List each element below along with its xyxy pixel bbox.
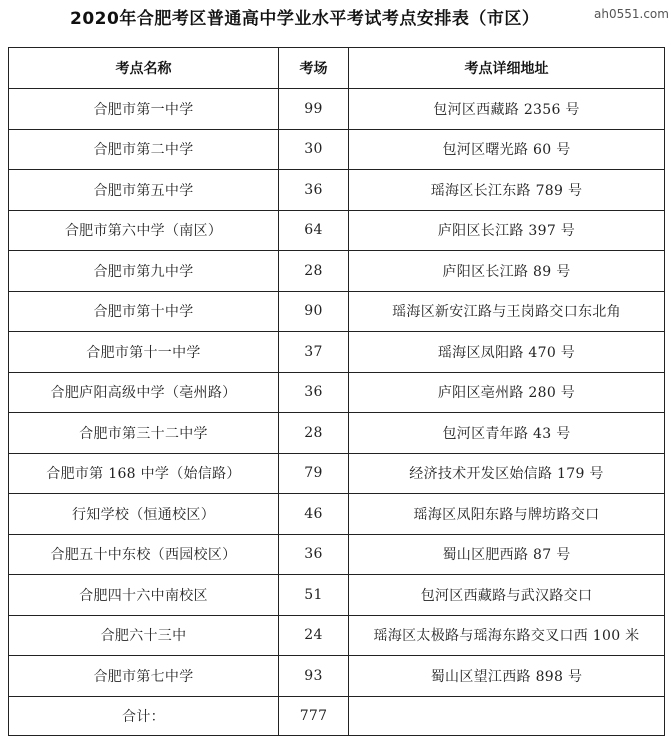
total-label: 合计： [9,696,279,735]
rooms-cell: 51 [279,575,349,616]
site-name-cell: 合肥市第十一中学 [9,332,279,373]
rooms-cell: 36 [279,170,349,211]
address-cell: 瑶海区长江东路 789 号 [349,170,665,211]
rooms-cell: 46 [279,494,349,535]
address-cell: 庐阳区长江路 397 号 [349,210,665,251]
title-bar [0,0,672,40]
rooms-cell: 99 [279,89,349,130]
site-watermark: ah0551.com [594,7,669,21]
rooms-cell: 24 [279,615,349,656]
page-title: 2020年合肥考区普通高中学业水平考试考点安排表（市区） [70,9,540,29]
site-name-cell: 合肥市第十中学 [9,291,279,332]
table-row [9,129,665,170]
table-body [9,89,665,736]
rooms-cell: 64 [279,210,349,251]
exam-site-table [8,47,665,736]
site-name-cell: 合肥市第三十二中学 [9,413,279,454]
table-header [9,48,665,89]
header-row [9,48,665,89]
column-header-address: 考点详细地址 [349,48,665,89]
table-row [9,413,665,454]
table-row [9,89,665,130]
rooms-cell: 93 [279,656,349,697]
address-cell: 瑶海区凤阳东路与牌坊路交口 [349,494,665,535]
address-cell: 瑶海区太极路与瑶海东路交叉口西 100 米 [349,615,665,656]
address-cell: 瑶海区凤阳路 470 号 [349,332,665,373]
rooms-cell: 37 [279,332,349,373]
table-row [9,615,665,656]
column-header-site-name: 考点名称 [9,48,279,89]
rooms-cell: 79 [279,453,349,494]
site-name-cell: 合肥五十中东校（西园校区） [9,534,279,575]
site-name-cell: 合肥庐阳高级中学（亳州路） [9,372,279,413]
site-name-cell: 合肥市第七中学 [9,656,279,697]
table-row [9,210,665,251]
rooms-cell: 30 [279,129,349,170]
site-name-cell: 合肥市第 168 中学（始信路） [9,453,279,494]
table-row [9,332,665,373]
site-name-cell: 合肥市第二中学 [9,129,279,170]
total-address [349,696,665,735]
address-cell: 庐阳区长江路 89 号 [349,251,665,292]
table-row [9,656,665,697]
address-cell: 经济技术开发区始信路 179 号 [349,453,665,494]
table-row [9,494,665,535]
total-rooms: 777 [279,696,349,735]
site-name-cell: 合肥市第五中学 [9,170,279,211]
site-name-cell: 合肥市第一中学 [9,89,279,130]
table-row [9,372,665,413]
total-row [9,696,665,735]
address-cell: 瑶海区新安江路与王岗路交口东北角 [349,291,665,332]
address-cell: 包河区曙光路 60 号 [349,129,665,170]
rooms-cell: 36 [279,534,349,575]
table-row [9,170,665,211]
address-cell: 蜀山区望江西路 898 号 [349,656,665,697]
address-cell: 包河区西藏路与武汉路交口 [349,575,665,616]
rooms-cell: 90 [279,291,349,332]
column-header-rooms: 考场 [279,48,349,89]
table-row [9,575,665,616]
address-cell: 蜀山区肥西路 87 号 [349,534,665,575]
rooms-cell: 28 [279,413,349,454]
address-cell: 庐阳区亳州路 280 号 [349,372,665,413]
table-row [9,251,665,292]
rooms-cell: 28 [279,251,349,292]
address-cell: 包河区西藏路 2356 号 [349,89,665,130]
site-name-cell: 合肥六十三中 [9,615,279,656]
table-row [9,534,665,575]
site-name-cell: 合肥四十六中南校区 [9,575,279,616]
table-row [9,453,665,494]
site-name-cell: 行知学校（恒通校区） [9,494,279,535]
table-row [9,291,665,332]
address-cell: 包河区青年路 43 号 [349,413,665,454]
site-name-cell: 合肥市第六中学（南区） [9,210,279,251]
site-name-cell: 合肥市第九中学 [9,251,279,292]
rooms-cell: 36 [279,372,349,413]
